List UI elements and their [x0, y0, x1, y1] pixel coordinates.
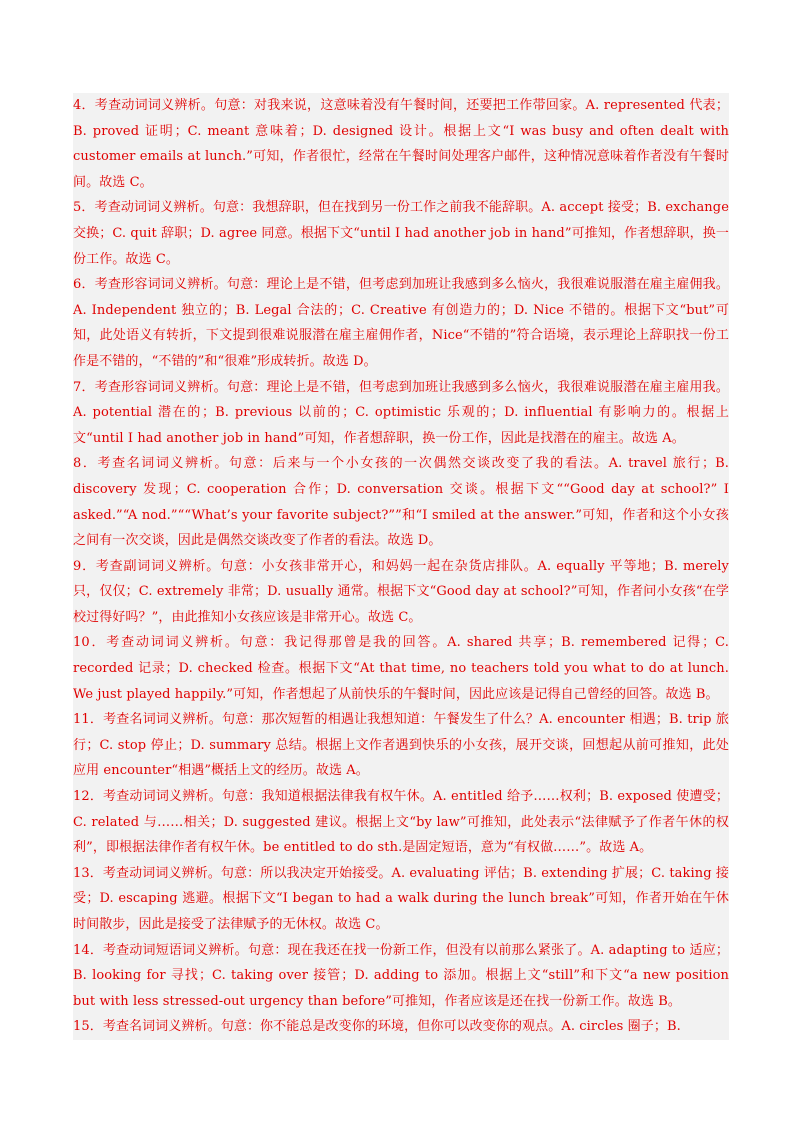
explanation-item-9: 9．考查副词词义辨析。句意：小女孩非常开心，和妈妈一起在杂货店排队。A. equally 平等地；B. merely 只，仅仅；C. extremely 非常；D. usually 通常。根据下文“Good day at school?”可知，作者问小女孩“在学校过得好吗？”，由此推知小女孩应该是非常开心。故选 C。: [73, 558, 729, 625]
explanation-item-4: 4．考查动词词义辨析。句意：对我来说，这意味着没有午餐时间，还要把工作带回家。A. represented 代表；B. proved 证明；C. meant 意味着；D. designed 设计。根据上文“I was busy and often dealt with customer emails at lunch.”可知，作者很忙，经常在午餐时间处理客户邮件，这种情况意味着作者没有午餐时间。故选 C。: [73, 98, 729, 190]
explanation-item-10: 10．考查动词词义辨析。句意：我记得那曾是我的回答。A. shared 共享；B. remembered 记得；C. recorded 记录；D. checked 检查。根据下文“At that time, no teachers told you what to do at lunch. We just played happily.”可知，作者想起了从前快乐的午餐时间，因此应该是记得自己曾经的回答。故选 B。: [73, 635, 729, 702]
explanation-item-12: 12．考查动词词义辨析。句意：我知道根据法律我有权午休。A. entitled 给予……权利；B. exposed 使遭受；C. related 与……相关；D. suggested 建议。根据上文“by law”可推知，此处表示“法律赋予了作者午休的权利”，即根据法律作者有权午休。be entitled to do sth.是固定短语，意为“有权做……”。故选 A。: [73, 789, 729, 856]
explanation-item-8: 8．考查名词词义辨析。句意：后来与一个小女孩的一次偶然交谈改变了我的看法。A. travel 旅行；B. discovery 发现；C. cooperation 合作；D. conversation 交谈。根据下文““Good day at school?” I asked.”“A nod.”““What’s your favorite subject?””和“I smiled at the answer.”可知，作者和这个小女孩之间有一次交谈，因此是偶然交谈改变了作者的看法。故选 D。: [73, 456, 729, 549]
explanation-item-7: 7．考查形容词词义辨析。句意：理论上是不错，但考虑到加班让我感到多么恼火，我很难说服潜在雇主雇用我。A. potential 潜在的；B. previous 以前的；C. optimistic 乐观的；D. influential 有影响力的。根据上文“until I had another job in hand”可知，作者想辞职，换一份工作，因此是找潜在的雇主。故选 A。: [73, 379, 729, 446]
answer-explanations: [73, 93, 729, 1040]
explanation-item-11: 11．考查名词词义辨析。句意：那次短暂的相遇让我想知道：午餐发生了什么？A. encounter 相遇；B. trip 旅行；C. stop 停止；D. summary 总结。根据上文作者遇到快乐的小女孩，展开交谈，回想起从前可推知，此处应用 encounter“相遇”概括上文的经历。故选 A。: [73, 712, 729, 779]
explanation-item-6: 6．考查形容词词义辨析。句意：理论上是不错，但考虑到加班让我感到多么恼火，我很难说服潜在雇主雇佣我。A. Independent 独立的；B. Legal 合法的；C. Creative 有创造力的；D. Nice 不错的。根据下文“but”可知，此处语义有转折，下文提到很难说服潜在雇主雇佣作者，Nice“不错的”符合语境，表示理论上辞职找一份工作是不错的，“不错的”和“很难”形成转折。故选 D。: [73, 277, 729, 369]
explanation-item-13: 13．考查动词词义辨析。句意：所以我决定开始接受。A. evaluating 评估；B. extending 扩展；C. taking 接受；D. escaping 逃避。根据下文“I began to had a walk during the lunch break”可知，作者开始在午休时间散步，因此是接受了法律赋予的无休权。故选 C。: [73, 865, 729, 932]
explanation-item-14: 14．考查动词短语词义辨析。句意：现在我还在找一份新工作，但没有以前那么紧张了。A. adapting to 适应；B. looking for 寻找；C. taking over 接管；D. adding to 添加。根据上文“still”和下文“a new position but with less stressed-out urgency than before”可推知，作者应该是还在找一份新工作。故选 B。: [73, 942, 729, 1009]
explanation-item-5: 5．考查动词词义辨析。句意：我想辞职，但在找到另一份工作之前我不能辞职。A. accept 接受；B. exchange 交换；C. quit 辞职；D. agree 同意。根据下文“until I had another job in hand”可推知，作者想辞职，换一份工作。故选 C。: [73, 200, 729, 267]
explanation-item-15: 15．考查名词词义辨析。句意：你不能总是改变你的环境，但你可以改变你的观点。A. circles 圈子；B.: [73, 1019, 681, 1035]
